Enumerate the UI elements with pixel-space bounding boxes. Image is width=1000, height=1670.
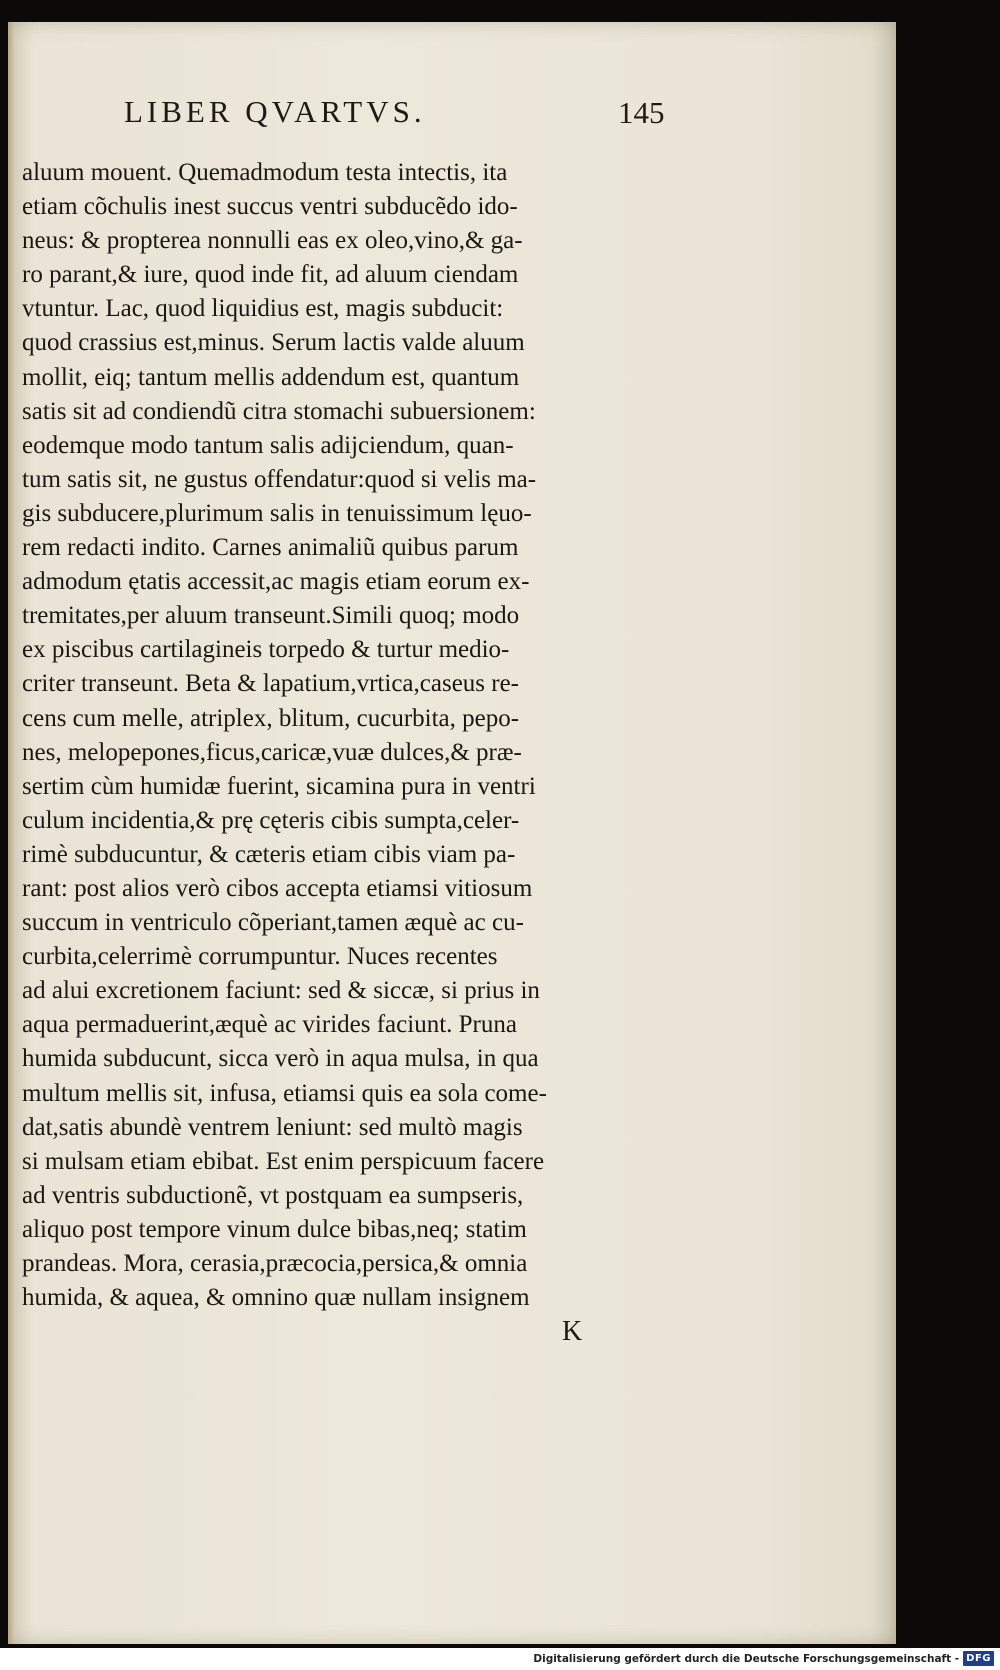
text-line: tremitates,per aluum transeunt.Simili quoq; modo (22, 602, 520, 630)
text-line: cens cum melle, atriplex, blitum, cucurbita, pepo- (22, 704, 520, 732)
text-line: rimè subducuntur, & cæteris etiam cibis viam pa- (22, 840, 516, 868)
running-title: LIBER QVARTVS. (124, 94, 426, 129)
page-gutter-shadow (8, 22, 14, 1644)
text-line: gis subducere,plurimum salis in tenuissimum lęuo- (22, 499, 532, 527)
text-line: vtuntur. Lac, quod liquidius est, magis subducit: (22, 295, 504, 323)
text-line: aluum mouent. Quemadmodum testa intectis, ita (22, 159, 508, 186)
text-line: mollit, eiq; tantum mellis addendum est, quantum (22, 363, 520, 391)
text-line: eodemque modo tantum salis adijciendum, quan- (22, 431, 514, 459)
text-line: rem redacti indito. Carnes animaliũ quibus parum (22, 534, 519, 562)
text-line: admodum ętatis accessit,ac magis etiam eorum ex- (22, 568, 530, 596)
text-line: rant: post alios verò cibos accepta etiamsi vitiosum (22, 874, 533, 902)
text-line: succum in ventriculo cõperiant,tamen æquè ac cu- (22, 909, 524, 937)
text-line: neus: & propterea nonnulli eas ex oleo,vino,& ga- (22, 227, 523, 255)
text-line: culum incidentia,& prę cęteris cibis sumpta,celer- (22, 806, 520, 834)
text-line: dat,satis abundè ventrem leniunt: sed multò magis (22, 1113, 523, 1141)
text-line: aliquo post tempore vinum dulce bibas,neq; statim (22, 1215, 527, 1243)
text-line: prandeas. Mora, cerasia,præcocia,persica,& omnia (22, 1250, 528, 1277)
text-line: nes, melopepones,ficus,caricæ,vuæ dulces,& præ- (22, 738, 522, 766)
catchword: K (562, 1316, 583, 1347)
text-line: etiam cõchulis inest succus ventri subducẽdo ido- (22, 193, 518, 221)
text-line: aqua permaduerint,æquè ac virides faciunt. Pruna (22, 1011, 517, 1039)
text-block (22, 156, 692, 1315)
funding-credit (533, 1651, 994, 1666)
footer-bar (0, 1648, 1000, 1670)
text-line: multum mellis sit, infusa, etiamsi quis ea sola come- (22, 1079, 547, 1107)
book-page (8, 22, 896, 1644)
page-number: 145 (618, 95, 665, 130)
text-line: sertim cùm humidæ fuerint, sicamina pura in ventri (22, 772, 536, 800)
text-line: humida, & aquea, & omnino quæ nullam insignem (22, 1284, 530, 1312)
text-line: curbita,celerrimè corrumpuntur. Nuces recentes (22, 943, 498, 971)
running-head (8, 94, 896, 144)
text-line: ex piscibus cartilagineis torpedo & turtur medio- (22, 636, 510, 664)
text-line: ad alui excretionem faciunt: sed & siccæ, si prius in (22, 977, 540, 1005)
text-line: satis sit ad condiendũ citra stomachi subuersionem: (22, 397, 536, 425)
funding-credit-text: Digitalisierung gefördert durch die Deutsche Forschungsgemeinschaft - (533, 1652, 960, 1665)
text-line: tum satis sit, ne gustus offendatur:quod si velis ma- (22, 465, 537, 493)
text-line: ro parant,& iure, quod inde fit, ad aluum ciendam (22, 261, 519, 289)
text-line: quod crassius est,minus. Serum lactis valde aluum (22, 329, 525, 357)
text-line: humida subducunt, sicca verò in aqua mulsa, in qua (22, 1045, 539, 1073)
text-line: ad ventris subductionẽ, vt postquam ea sumpseris, (22, 1181, 524, 1209)
dfg-logo: DFG (963, 1651, 994, 1666)
text-line: si mulsam etiam ebibat. Est enim perspicuum facere (22, 1147, 545, 1175)
text-line: criter transeunt. Beta & lapatium,vrtica,caseus re- (22, 670, 520, 698)
